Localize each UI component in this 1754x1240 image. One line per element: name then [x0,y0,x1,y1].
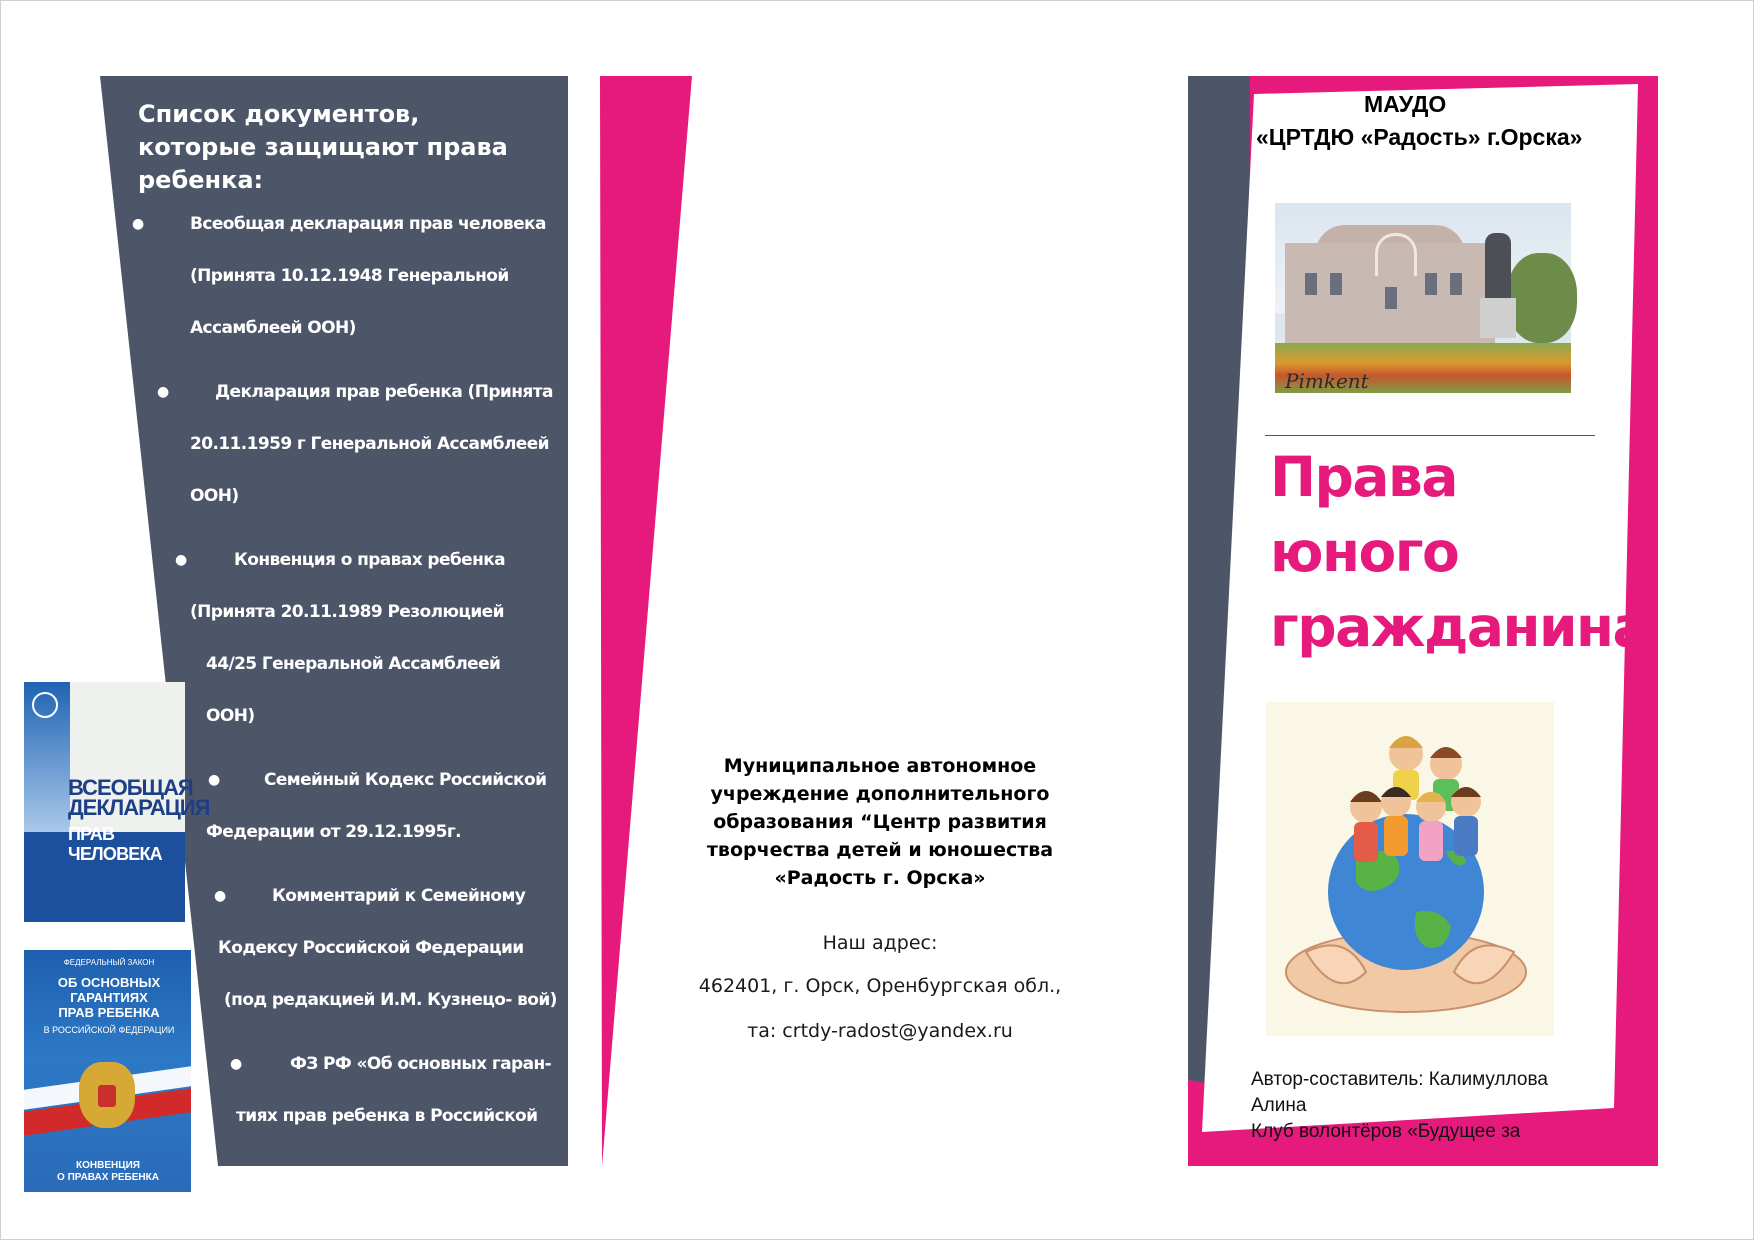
book-title-line: ГАРАНТИЯХ [70,990,148,1005]
book-subtitle-line: ЧЕЛОВЕКА [68,844,162,864]
document-line: 20.11.1959 г Генеральной Ассамблеей [190,434,549,454]
author-line: Алина [1251,1095,1307,1116]
document-line: Федерации от 29.12.1995г. [206,822,461,842]
document-line: (Принята 10.12.1948 Генеральной [190,266,509,286]
book-title-line: ВСЕОБЩАЯ [68,775,193,800]
title-line: Права [1270,445,1457,509]
org-name-line: Муниципальное автономное [723,755,1037,777]
author-line: Клуб волонтёров «Будущее за [1251,1121,1521,1142]
photo-window [1425,273,1437,295]
document-line: Семейный Кодекс Российской [264,770,547,790]
document-line: 44/25 Генеральной Ассамблеей [206,654,501,674]
bullet-icon: ● [214,888,226,904]
bullet-icon: ● [208,772,220,788]
document-line: ООН) [206,706,255,726]
bullet-icon: ● [157,384,169,400]
org-name-line: учреждение дополнительного [710,783,1050,805]
document-line: Декларация прав ребенка (Принята [215,382,553,402]
book-title-line: ОБ ОСНОВНЫХ [57,975,161,990]
book-title-line: ПРАВ РЕБЕНКА [58,1005,160,1020]
bullet-icon: ● [132,216,144,232]
postal-address: 462401, г. Орск, Оренбургская обл., [698,975,1062,997]
photo-statue [1485,233,1511,303]
document-line: ФЗ РФ «Об основных гаран- [290,1054,552,1074]
org-short-name: МАУДО [1364,91,1447,117]
title-line: гражданина [1270,595,1649,659]
udhr-book-cover-image [24,682,210,922]
book-title [68,775,210,820]
document-line: ООН) [190,486,239,506]
children-on-globe-illustration [1266,702,1554,1036]
bullet-icon: ● [175,552,187,568]
building-photo-image [1275,203,1571,393]
org-name-line: «Радость г. Орска» [774,867,986,889]
document-line: Ассамблеей ООН) [190,318,356,338]
document-line: Комментарий к Семейному [272,886,526,906]
title-line: юного [1270,520,1459,584]
book-bottom-line: О ПРАВАХ РЕБЕНКА [57,1172,159,1183]
photo-window [1385,287,1397,309]
magenta-accent-wedge [600,76,710,1166]
document-line: (под редакцией И.М. Кузнецо- вой) [224,990,557,1010]
document-line: Конвенция о правах ребенка [234,550,506,570]
book-bottom-title [32,1160,184,1184]
author-credits [1251,1067,1551,1145]
photo-window [1450,273,1462,295]
book-header: ФЕДЕРАЛЬНЫЙ ЗАКОН [63,958,155,967]
address-label: Наш адрес: [822,932,938,954]
document-line: тиях прав ребенка в Российской [236,1106,538,1126]
document-line: Кодексу Российской Федерации [218,938,524,958]
document-line: (Принята 20.11.1989 Резолюцией [190,602,504,622]
book-bottom-line: КОНВЕНЦИЯ [76,1160,140,1171]
title-line: Список документов, [138,100,420,128]
org-name-line: образования “Центр развития [713,811,1047,833]
children-globe-drawing [1266,702,1554,1036]
book-subtitle: В РОССИЙСКОЙ ФЕДЕРАЦИИ [43,1025,175,1035]
child-rights-law-book-cover-image [24,950,191,1192]
photo-pedestal [1480,298,1516,338]
email-address: та: crtdy-radost@yandex.ru [747,1020,1013,1042]
coat-of-arms-shield-icon [98,1085,116,1107]
documents-list-title [138,98,558,197]
photo-window [1305,273,1317,295]
photo-arch [1375,233,1417,276]
org-short-name-full: «ЦРТДЮ «Радость» г.Орска» [1256,124,1583,150]
organization-full-name [660,752,1100,892]
document-line: Всеобщая декларация прав человека [190,214,546,234]
book-title [30,975,188,1020]
title-line: ребенка: [138,166,264,194]
divider-line [1265,435,1595,436]
photo-signature: Pimkent [1285,369,1369,393]
photo-window [1330,273,1342,295]
book-subtitle-line: ПРАВ [68,824,115,844]
book-subtitle [68,824,162,864]
book-title-line: ДЕКЛАРАЦИЯ [68,795,210,820]
author-line: Автор-составитель: Калимуллова [1251,1069,1548,1090]
un-emblem-icon [32,692,58,718]
photo-tree [1507,253,1577,343]
bullet-icon: ● [230,1056,242,1072]
brochure-title [1270,440,1649,665]
org-name-line: творчества детей и юношества [706,839,1054,861]
title-line: которые защищают права [138,133,508,161]
